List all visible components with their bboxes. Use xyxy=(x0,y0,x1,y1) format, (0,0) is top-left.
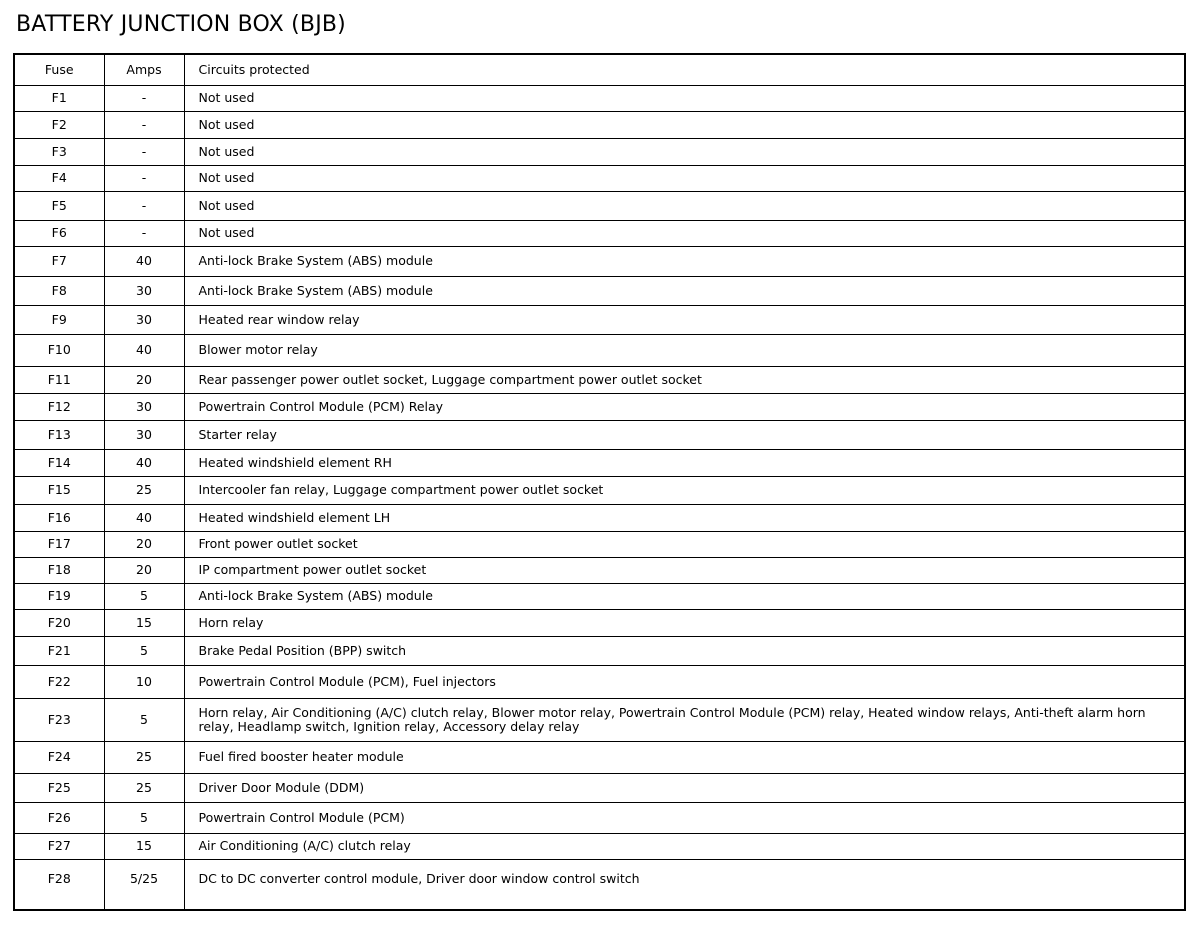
fuse-cell: F8 xyxy=(14,276,104,305)
circuits-cell: IP compartment power outlet socket xyxy=(184,557,1185,583)
circuits-cell: Heated windshield element LH xyxy=(184,504,1185,531)
amps-cell: - xyxy=(104,165,184,191)
page-title: BATTERY JUNCTION BOX (BJB) xyxy=(16,12,346,37)
circuits-cell: Not used xyxy=(184,111,1185,138)
amps-cell: 30 xyxy=(104,276,184,305)
column-header-circuits: Circuits protected xyxy=(184,54,1185,85)
amps-cell: 30 xyxy=(104,420,184,449)
circuits-cell: Not used xyxy=(184,138,1185,165)
fuse-cell: F18 xyxy=(14,557,104,583)
fuse-cell: F13 xyxy=(14,420,104,449)
table-row xyxy=(14,609,1185,636)
amps-cell: - xyxy=(104,191,184,220)
circuits-cell: Not used xyxy=(184,191,1185,220)
fuse-cell: F25 xyxy=(14,773,104,802)
circuits-cell: Horn relay, Air Conditioning (A/C) clutch relay, Blower motor relay, Powertrain Control Module (PCM) relay, Heated window relays, Anti-theft alarm horn relay, Headlamp switch, Ignition relay, Accessory delay relay xyxy=(184,698,1185,741)
fuse-cell: F21 xyxy=(14,636,104,665)
table-row xyxy=(14,220,1185,246)
circuits-cell: Rear passenger power outlet socket, Luggage compartment power outlet socket xyxy=(184,366,1185,393)
fuse-cell: F15 xyxy=(14,476,104,504)
fuse-cell: F7 xyxy=(14,246,104,276)
table-row xyxy=(14,85,1185,111)
circuits-cell: Heated rear window relay xyxy=(184,305,1185,334)
circuits-cell: Horn relay xyxy=(184,609,1185,636)
column-header-fuse: Fuse xyxy=(14,54,104,85)
table-row xyxy=(14,557,1185,583)
fuse-cell: F1 xyxy=(14,85,104,111)
amps-cell: 10 xyxy=(104,665,184,698)
fuse-cell: F9 xyxy=(14,305,104,334)
table-row xyxy=(14,476,1185,504)
fuse-cell: F3 xyxy=(14,138,104,165)
circuits-cell: DC to DC converter control module, Driver door window control switch xyxy=(184,859,1185,910)
table-row xyxy=(14,583,1185,609)
amps-cell: - xyxy=(104,220,184,246)
table-row xyxy=(14,449,1185,476)
table-row xyxy=(14,276,1185,305)
amps-cell: - xyxy=(104,138,184,165)
table-row xyxy=(14,859,1185,910)
table-row xyxy=(14,773,1185,802)
amps-cell: 5 xyxy=(104,698,184,741)
circuits-cell: Not used xyxy=(184,165,1185,191)
column-header-amps: Amps xyxy=(104,54,184,85)
table-header-row xyxy=(14,54,1185,85)
amps-cell: 5 xyxy=(104,636,184,665)
fuse-cell: F23 xyxy=(14,698,104,741)
amps-cell: 25 xyxy=(104,773,184,802)
amps-cell: 20 xyxy=(104,557,184,583)
fuse-cell: F11 xyxy=(14,366,104,393)
amps-cell: 40 xyxy=(104,334,184,366)
fuse-cell: F19 xyxy=(14,583,104,609)
table-row xyxy=(14,366,1185,393)
amps-cell: 25 xyxy=(104,741,184,773)
amps-cell: 15 xyxy=(104,609,184,636)
circuits-cell: Brake Pedal Position (BPP) switch xyxy=(184,636,1185,665)
fuse-cell: F22 xyxy=(14,665,104,698)
amps-cell: - xyxy=(104,85,184,111)
table-row xyxy=(14,833,1185,859)
amps-cell: 5/25 xyxy=(104,859,184,910)
amps-cell: 30 xyxy=(104,393,184,420)
table-row xyxy=(14,504,1185,531)
fuse-cell: F5 xyxy=(14,191,104,220)
table-row xyxy=(14,165,1185,191)
fuse-cell: F10 xyxy=(14,334,104,366)
amps-cell: 40 xyxy=(104,504,184,531)
amps-cell: - xyxy=(104,111,184,138)
circuits-cell: Not used xyxy=(184,220,1185,246)
fuse-cell: F17 xyxy=(14,531,104,557)
circuits-cell: Heated windshield element RH xyxy=(184,449,1185,476)
fuse-cell: F6 xyxy=(14,220,104,246)
table-row xyxy=(14,305,1185,334)
fuse-cell: F24 xyxy=(14,741,104,773)
amps-cell: 20 xyxy=(104,531,184,557)
table-row xyxy=(14,393,1185,420)
table-row xyxy=(14,420,1185,449)
table-row xyxy=(14,665,1185,698)
table-row xyxy=(14,246,1185,276)
circuits-cell: Front power outlet socket xyxy=(184,531,1185,557)
fuse-cell: F4 xyxy=(14,165,104,191)
fuse-cell: F16 xyxy=(14,504,104,531)
table-row xyxy=(14,138,1185,165)
amps-cell: 5 xyxy=(104,802,184,833)
fuse-cell: F28 xyxy=(14,859,104,910)
circuits-cell: Anti-lock Brake System (ABS) module xyxy=(184,246,1185,276)
amps-cell: 30 xyxy=(104,305,184,334)
amps-cell: 40 xyxy=(104,449,184,476)
table-row xyxy=(14,531,1185,557)
table-row xyxy=(14,802,1185,833)
circuits-cell: Fuel fired booster heater module xyxy=(184,741,1185,773)
table-row xyxy=(14,636,1185,665)
circuits-cell: Air Conditioning (A/C) clutch relay xyxy=(184,833,1185,859)
fuse-cell: F26 xyxy=(14,802,104,833)
table-row xyxy=(14,334,1185,366)
table-row xyxy=(14,191,1185,220)
amps-cell: 20 xyxy=(104,366,184,393)
circuits-cell: Not used xyxy=(184,85,1185,111)
fuse-cell: F20 xyxy=(14,609,104,636)
circuits-cell: Starter relay xyxy=(184,420,1185,449)
amps-cell: 40 xyxy=(104,246,184,276)
circuits-cell: Powertrain Control Module (PCM), Fuel injectors xyxy=(184,665,1185,698)
fuse-cell: F14 xyxy=(14,449,104,476)
circuits-cell: Intercooler fan relay, Luggage compartment power outlet socket xyxy=(184,476,1185,504)
circuits-cell: Powertrain Control Module (PCM) xyxy=(184,802,1185,833)
amps-cell: 5 xyxy=(104,583,184,609)
circuits-cell: Anti-lock Brake System (ABS) module xyxy=(184,276,1185,305)
amps-cell: 15 xyxy=(104,833,184,859)
table-row xyxy=(14,111,1185,138)
circuits-cell: Driver Door Module (DDM) xyxy=(184,773,1185,802)
circuits-cell: Anti-lock Brake System (ABS) module xyxy=(184,583,1185,609)
circuits-cell: Blower motor relay xyxy=(184,334,1185,366)
fuse-cell: F12 xyxy=(14,393,104,420)
amps-cell: 25 xyxy=(104,476,184,504)
fuse-cell: F27 xyxy=(14,833,104,859)
fuse-table xyxy=(13,53,1186,911)
fuse-cell: F2 xyxy=(14,111,104,138)
table-row xyxy=(14,741,1185,773)
table-row xyxy=(14,698,1185,741)
circuits-cell: Powertrain Control Module (PCM) Relay xyxy=(184,393,1185,420)
